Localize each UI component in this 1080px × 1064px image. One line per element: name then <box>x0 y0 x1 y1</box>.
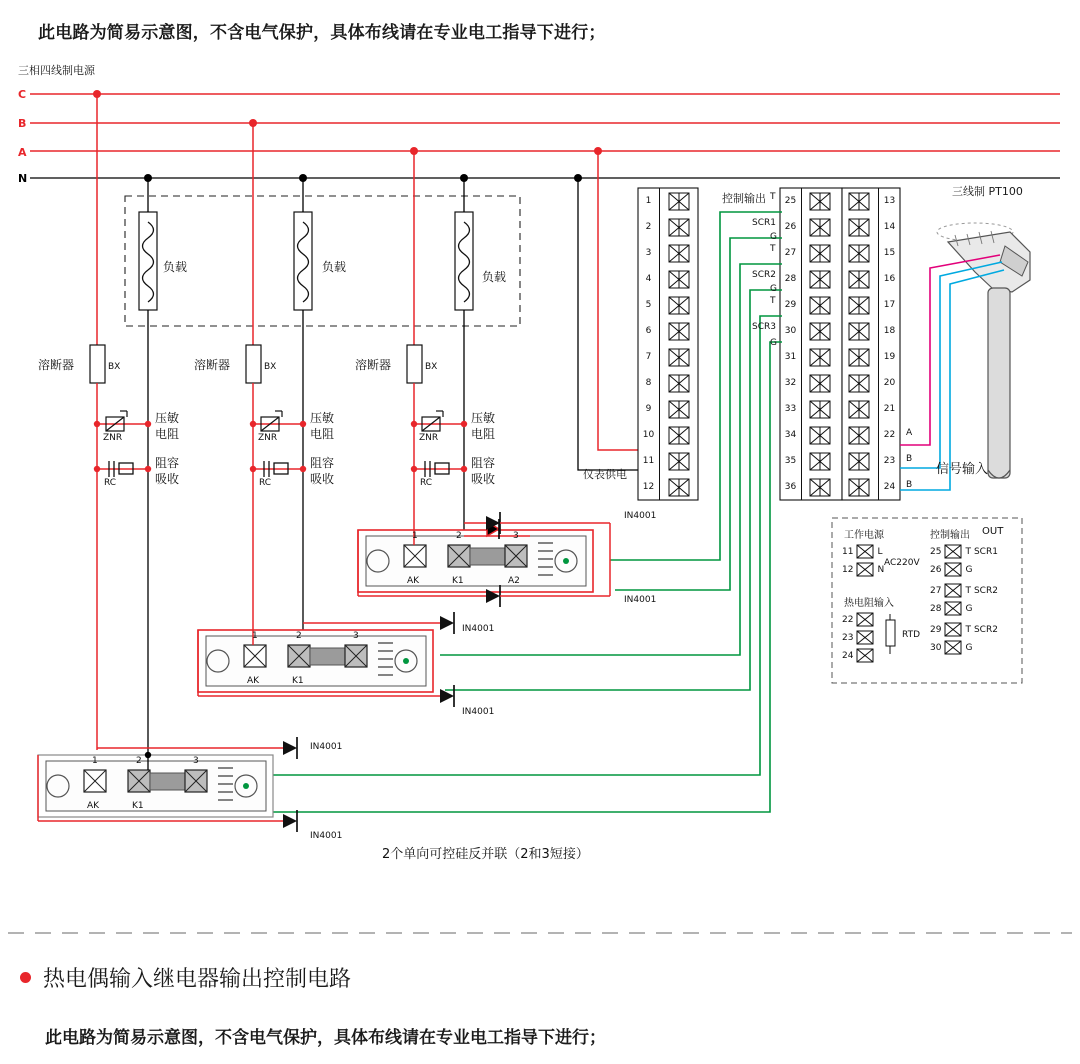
tag-t-29: T <box>770 296 776 306</box>
terminal-screw[interactable] <box>803 318 837 344</box>
terminal-screw[interactable] <box>661 396 697 422</box>
terminal-screw[interactable] <box>842 396 876 422</box>
terminal-screw[interactable] <box>944 583 962 598</box>
scr3-diode-bottom: IN4001 <box>310 831 343 841</box>
terminal-right-18[interactable]: 18 <box>878 318 900 344</box>
scr2-diode-bottom: IN4001 <box>462 707 495 717</box>
terminal-screw[interactable] <box>842 240 876 266</box>
phase-label-c: C <box>18 88 27 101</box>
pt100-sensor <box>900 223 1030 490</box>
control-output-title: 控制输出 <box>722 192 766 205</box>
terminal-screw[interactable] <box>661 474 697 500</box>
terminal-screw[interactable] <box>661 422 697 448</box>
scr-module-1 <box>358 512 610 607</box>
scr-module-3 <box>38 737 297 832</box>
varistor-label-3-line2: 电阻 <box>471 427 496 441</box>
terminal-left-1[interactable]: 1 <box>638 188 660 214</box>
power-source-label: 三相四线制电源 <box>18 64 95 77</box>
right-mark-24: B <box>906 480 913 490</box>
terminal-left-7[interactable]: 7 <box>638 344 660 370</box>
terminal-mid-31[interactable]: 31 <box>780 344 802 370</box>
terminal-mid-29[interactable]: 29 <box>780 292 802 318</box>
terminal-left-9[interactable]: 9 <box>638 396 660 422</box>
bullet-icon <box>20 972 31 983</box>
terminal-left-8[interactable]: 8 <box>638 370 660 396</box>
load-label-1: 负载 <box>163 260 188 274</box>
tag-g-29: G <box>770 284 777 294</box>
terminal-screw[interactable] <box>661 266 697 292</box>
terminal-mid-32[interactable]: 32 <box>780 370 802 396</box>
rc-label-2-line1: 阻容 <box>310 456 335 470</box>
terminal-screw[interactable] <box>803 474 837 500</box>
scr2-diode-top: IN4001 <box>462 624 495 634</box>
znr-tag-2: ZNR <box>258 433 278 443</box>
terminal-screw[interactable] <box>803 292 837 318</box>
terminal-right-20[interactable]: 20 <box>878 370 900 396</box>
terminal-block <box>638 188 900 500</box>
legend-out-name-3: SCR2 <box>973 624 998 635</box>
tag-scr3: SCR3 <box>752 322 776 332</box>
terminal-right-23[interactable]: 23 <box>878 448 900 474</box>
scr1-diode-bottom: IN4001 <box>624 595 657 605</box>
fuse-label-2: 溶断器 <box>194 358 231 372</box>
terminal-screw[interactable] <box>661 240 697 266</box>
legend-out-title: 控制输出 <box>930 530 970 541</box>
scr2-tag-k1: K1 <box>292 676 304 686</box>
znr-tag-1: ZNR <box>103 433 123 443</box>
terminal-mid-34[interactable]: 34 <box>780 422 802 448</box>
varistor-label-3-line1: 压敏 <box>471 411 496 425</box>
terminal-screw[interactable] <box>856 648 874 663</box>
load-label-3: 负载 <box>482 270 507 284</box>
terminal-screw[interactable] <box>856 612 874 627</box>
terminal-screw[interactable] <box>661 318 697 344</box>
legend-box <box>832 518 1022 683</box>
scr-module-2 <box>198 612 454 707</box>
terminal-right-16[interactable]: 16 <box>878 266 900 292</box>
terminal-screw[interactable] <box>842 344 876 370</box>
legend-rtd-title: 热电阻输入 <box>844 598 894 609</box>
terminal-screw[interactable] <box>842 474 876 500</box>
terminal-screw[interactable] <box>944 544 962 559</box>
terminal-mid-35[interactable]: 35 <box>780 448 802 474</box>
scr1-pin-2: 2 <box>456 531 462 541</box>
scr1-tag-ak: AK <box>407 576 420 586</box>
fuse-tag-2: BX <box>264 362 277 372</box>
terminal-screw[interactable] <box>803 422 837 448</box>
rc-label-3-line1: 阻容 <box>471 456 496 470</box>
terminal-left-11[interactable]: 11 <box>638 448 660 474</box>
varistor-label-1-line1: 压敏 <box>155 411 180 425</box>
terminal-right-13[interactable]: 13 <box>878 188 900 214</box>
legend-out-30[interactable]: 30 <box>930 642 942 653</box>
terminal-screw[interactable] <box>842 448 876 474</box>
terminal-right-17[interactable]: 17 <box>878 292 900 318</box>
legend-out-28[interactable]: 28 <box>930 603 942 614</box>
terminal-screw[interactable] <box>856 544 874 559</box>
legend-term-22[interactable]: 22 <box>842 614 854 625</box>
top-note: 此电路为简易示意图，不含电气保护，具体布线请在专业电工指导下进行； <box>38 23 606 43</box>
section-divider <box>0 930 1080 936</box>
rc-label-1-line2: 吸收 <box>155 472 180 486</box>
terminal-right-24[interactable]: 24 <box>878 474 900 500</box>
legend-term-11[interactable]: 11 <box>842 546 854 557</box>
terminal-screw[interactable] <box>856 562 874 577</box>
legend-out-29[interactable]: 29 <box>930 624 942 635</box>
scr2-pin-1: 1 <box>252 631 258 641</box>
phase-label-n: N <box>18 172 28 185</box>
terminal-screw[interactable] <box>803 448 837 474</box>
terminal-right-22[interactable]: 22 <box>878 422 900 448</box>
terminal-right-15[interactable]: 15 <box>878 240 900 266</box>
legend-out-g-2: G <box>965 603 973 614</box>
terminal-screw[interactable] <box>803 188 837 214</box>
terminal-screw[interactable] <box>842 214 876 240</box>
section-title: 热电偶输入继电器输出控制电路 <box>43 967 352 992</box>
legend-out-name-2: SCR2 <box>973 585 998 596</box>
fuse-tag-3: BX <box>425 362 438 372</box>
legend-out-tag: OUT <box>982 526 1004 537</box>
legend-label-l: L <box>877 546 883 557</box>
terminal-mid-28[interactable]: 28 <box>780 266 802 292</box>
terminal-left-3[interactable]: 3 <box>638 240 660 266</box>
terminal-mid-25[interactable]: 25 <box>780 188 802 214</box>
phase-label-a: A <box>18 146 27 159</box>
scr1-pin-3: 3 <box>513 531 519 541</box>
load-label-2: 负载 <box>322 260 347 274</box>
legend-out-26[interactable]: 26 <box>930 564 942 575</box>
terminal-screw[interactable] <box>944 562 962 577</box>
terminal-right-14[interactable]: 14 <box>878 214 900 240</box>
rc-label-2-line2: 吸收 <box>310 472 335 486</box>
scr3-pin-1: 1 <box>92 756 98 766</box>
scr3-diode-top: IN4001 <box>310 742 343 752</box>
legend-out-t-1: T <box>965 546 971 557</box>
legend-out-g-1: G <box>965 564 973 575</box>
terminal-mid-33[interactable]: 33 <box>780 396 802 422</box>
rc-tag-2: RC <box>259 478 272 488</box>
legend-work-power-title: 工作电源 <box>844 530 884 541</box>
rtd-symbol <box>882 614 902 654</box>
rc-label-1-line1: 阻容 <box>155 456 180 470</box>
scr1-diode-top: IN4001 <box>624 511 657 521</box>
legend-out-g-3: G <box>965 642 973 653</box>
scr3-tag-k1: K1 <box>132 801 144 811</box>
rc-tag-3: RC <box>420 478 433 488</box>
pt100-title: 三线制 PT100 <box>952 185 1023 198</box>
terminal-left-4[interactable]: 4 <box>638 266 660 292</box>
terminal-screw[interactable] <box>803 396 837 422</box>
terminal-screw[interactable] <box>803 240 837 266</box>
terminal-left-10[interactable]: 10 <box>638 422 660 448</box>
scr2-pin-2: 2 <box>296 631 302 641</box>
scr3-pin-3: 3 <box>193 756 199 766</box>
terminal-right-21[interactable]: 21 <box>878 396 900 422</box>
scr1-pin-1: 1 <box>412 531 418 541</box>
fuse-label-3: 溶断器 <box>355 358 392 372</box>
section-heading-row <box>20 962 351 993</box>
terminal-mid-27[interactable]: 27 <box>780 240 802 266</box>
terminal-screw[interactable] <box>661 344 697 370</box>
legend-out-t-3: T <box>965 624 971 635</box>
terminal-screw[interactable] <box>803 370 837 396</box>
tag-g-31: G <box>770 338 777 348</box>
terminal-screw[interactable] <box>661 370 697 396</box>
terminal-screw[interactable] <box>944 640 962 655</box>
terminal-mid-30[interactable]: 30 <box>780 318 802 344</box>
varistor-label-2-line1: 压敏 <box>310 411 335 425</box>
legend-out-27[interactable]: 27 <box>930 585 942 596</box>
scr-caption: 2个单向可控硅反并联（2和3短接） <box>382 847 589 862</box>
legend-term-12[interactable]: 12 <box>842 564 854 575</box>
legend-voltage: AC220V <box>884 558 920 568</box>
fuse-label-1: 溶断器 <box>38 358 75 372</box>
terminal-screw[interactable] <box>803 214 837 240</box>
terminal-screw[interactable] <box>842 266 876 292</box>
instrument-power-label: 仪表供电 <box>583 468 627 481</box>
legend-out-name-1: SCR1 <box>973 546 998 557</box>
legend-term-24[interactable]: 24 <box>842 650 854 661</box>
terminal-screw[interactable] <box>842 188 876 214</box>
terminal-screw[interactable] <box>661 448 697 474</box>
terminal-right-19[interactable]: 19 <box>878 344 900 370</box>
terminal-screw[interactable] <box>661 188 697 214</box>
scr3-tag-ak: AK <box>87 801 100 811</box>
tag-t-25: T <box>770 192 776 202</box>
scr3-pin-2: 2 <box>136 756 142 766</box>
tag-g-27: G <box>770 232 777 242</box>
terminal-screw[interactable] <box>803 344 837 370</box>
terminal-left-2[interactable]: 2 <box>638 214 660 240</box>
terminal-screw[interactable] <box>856 630 874 645</box>
legend-out-25[interactable]: 25 <box>930 546 942 557</box>
terminal-left-6[interactable]: 6 <box>638 318 660 344</box>
legend-term-23[interactable]: 23 <box>842 632 854 643</box>
scr2-pin-3: 3 <box>353 631 359 641</box>
fuse-tag-1: BX <box>108 362 121 372</box>
bottom-note: 此电路为简易示意图，不含电气保护，具体布线请在专业电工指导下进行； <box>45 1028 606 1048</box>
terminal-screw[interactable] <box>842 422 876 448</box>
terminal-screw[interactable] <box>842 292 876 318</box>
tag-scr2: SCR2 <box>752 270 776 280</box>
phase-label-b: B <box>18 117 27 130</box>
terminal-screw[interactable] <box>661 292 697 318</box>
terminal-screw[interactable] <box>842 318 876 344</box>
rc-label-3-line2: 吸收 <box>471 472 496 486</box>
tag-scr1: SCR1 <box>752 218 776 228</box>
legend-label-n: N <box>877 564 885 575</box>
terminal-screw[interactable] <box>944 622 962 637</box>
terminal-left-5[interactable]: 5 <box>638 292 660 318</box>
rc-tag-1: RC <box>104 478 117 488</box>
signal-input-label: 信号输入 <box>936 462 989 477</box>
terminal-mid-26[interactable]: 26 <box>780 214 802 240</box>
terminal-screw[interactable] <box>842 370 876 396</box>
right-mark-22: A <box>906 428 913 438</box>
terminal-screw[interactable] <box>803 266 837 292</box>
legend-rtd-tag: RTD <box>902 630 921 640</box>
znr-tag-3: ZNR <box>419 433 439 443</box>
terminal-screw[interactable] <box>944 601 962 616</box>
scr1-tag-a2: A2 <box>508 576 520 586</box>
right-mark-23: B <box>906 454 913 464</box>
terminal-left-12[interactable]: 12 <box>638 474 660 500</box>
varistor-label-2-line2: 电阻 <box>310 427 335 441</box>
scr2-tag-ak: AK <box>247 676 260 686</box>
varistor-label-1-line2: 电阻 <box>155 427 180 441</box>
legend-out-t-2: T <box>965 585 971 596</box>
terminal-screw[interactable] <box>661 214 697 240</box>
tag-t-27: T <box>770 244 776 254</box>
scr1-tag-k1: K1 <box>452 576 464 586</box>
terminal-mid-36[interactable]: 36 <box>780 474 802 500</box>
